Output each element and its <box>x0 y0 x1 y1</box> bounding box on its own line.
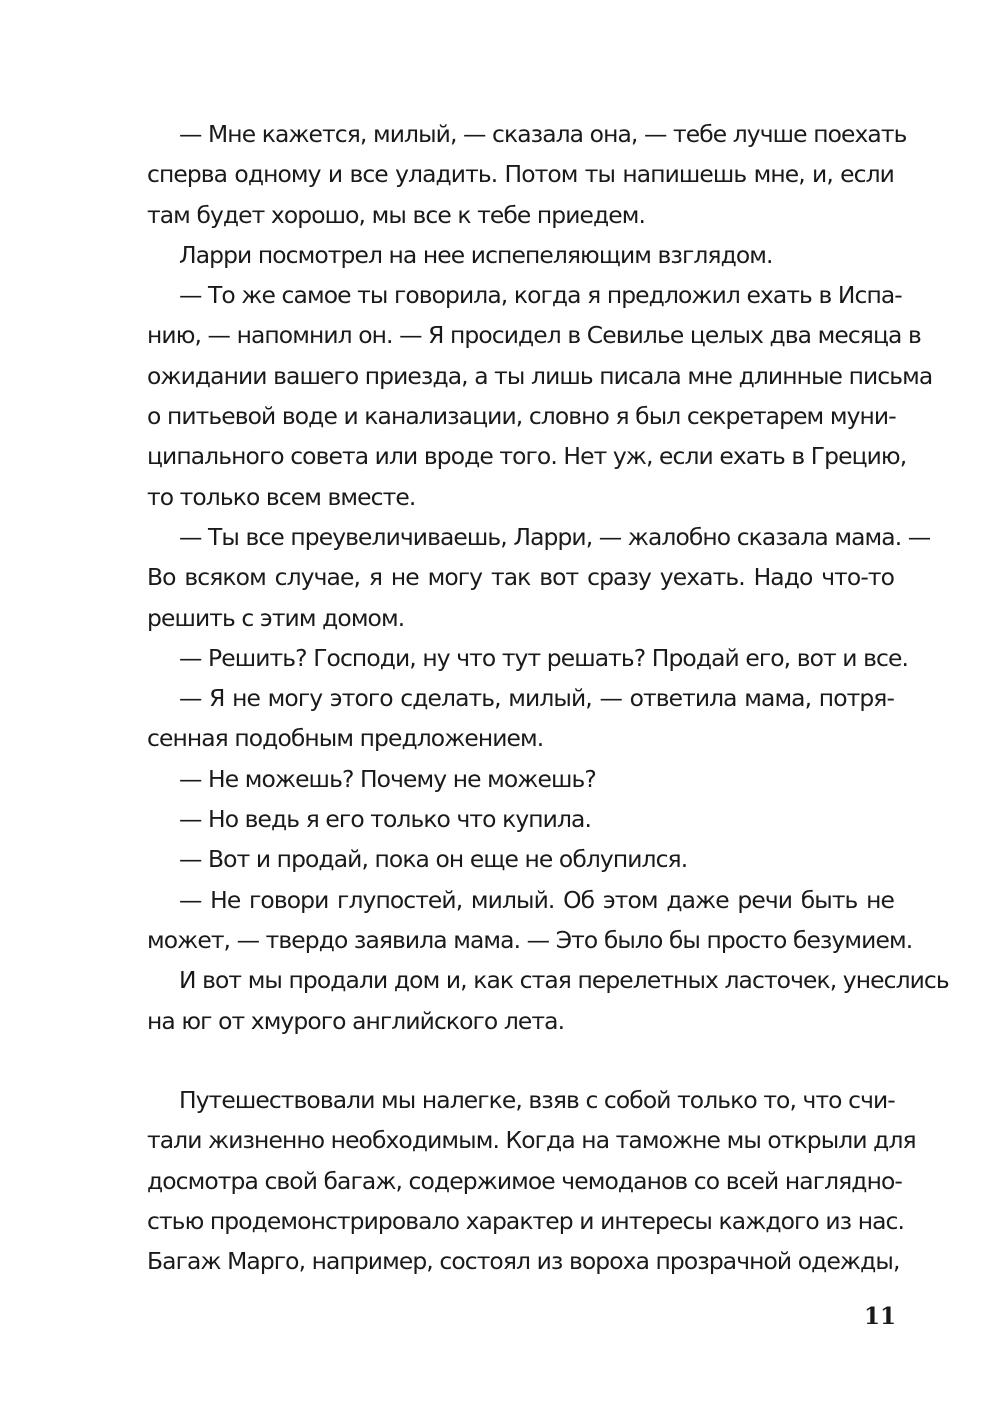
text-line: Багаж Марго, например, состоял из вороха прозрачной одежды, <box>147 1247 900 1276</box>
text-line: — Я не могу этого сделать, милый, — ответила мама, потря- <box>179 684 894 713</box>
text-line: — То же самое ты говорила, когда я предложил ехать в Испа- <box>179 281 902 310</box>
text-line: Ларри посмотрел на нее испепеляющим взглядом. <box>179 240 773 269</box>
text-line: стью продемонстрировало характер и интересы каждого из нас. <box>147 1206 905 1235</box>
text-line: досмотра свой багаж, содержимое чемоданов со всей наглядно- <box>147 1166 902 1195</box>
text-block-dialogue <box>147 114 949 1041</box>
text-line: Во всяком случае, я не могу так вот сразу уехать. Надо что-то <box>147 563 894 592</box>
text-line: — Но ведь я его только что купила. <box>179 805 591 834</box>
text-line: сенная подобным предложением. <box>147 724 544 753</box>
text-line: там будет хорошо, мы все к тебе приедем. <box>147 200 646 229</box>
text-line: ожидании вашего приезда, а ты лишь писала мне длинные письма <box>147 361 933 390</box>
text-line: — Вот и продай, пока он еще не облупился. <box>179 845 688 874</box>
text-line: решить с этим домом. <box>147 603 405 632</box>
text-line: И вот мы продали дом и, как стая перелетных ласточек, унеслись <box>179 966 949 995</box>
page-number: 11 <box>863 1303 896 1330</box>
text-line: то только всем вместе. <box>147 482 416 511</box>
text-line: — Не можешь? Почему не можешь? <box>179 764 596 793</box>
text-line: — Мне кажется, милый, — сказала она, — тебе лучше поехать <box>179 120 907 148</box>
text-line: — Ты все преувеличиваешь, Ларри, — жалобно сказала мама. — <box>179 522 931 551</box>
text-line: о питьевой воде и канализации, словно я был секретарем муни- <box>147 402 896 431</box>
text-line: сперва одному и все уладить. Потом ты напишешь мне, и, если <box>147 160 894 189</box>
text-line: на юг от хмурого английского лета. <box>147 1006 565 1035</box>
text-line: Путешествовали мы налегке, взяв с собой только то, что счи- <box>179 1086 895 1114</box>
text-line: может, — твердо заявила мама. — Это было бы просто безумием. <box>147 925 913 954</box>
text-line: нию, — напомнил он. — Я просидел в Севилье целых два месяца в <box>147 321 921 350</box>
text-line: — Решить? Господи, ну что тут решать? Продай его, вот и все. <box>179 643 909 672</box>
text-line: тали жизненно необходимым. Когда на таможне мы открыли для <box>147 1126 916 1155</box>
text-block-narrative <box>147 1080 916 1281</box>
text-line: ципального совета или вроде того. Нет уж, если ехать в Грецию, <box>147 442 907 471</box>
text-line: — Не говори глупостей, милый. Об этом даже речи быть не <box>179 885 894 914</box>
